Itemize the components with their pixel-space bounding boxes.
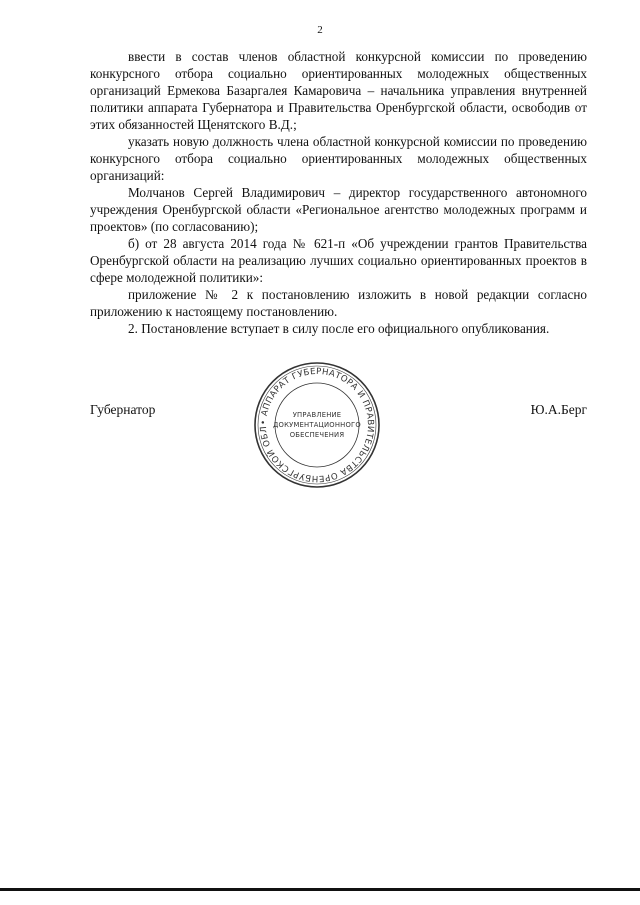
paragraph-appendix: приложение № 2 к постановлению изложить в новой редакции согласно приложению к настоящему постановлению.: [90, 287, 587, 319]
stamp-center-line-1: УПРАВЛЕНИЕ: [292, 411, 342, 419]
stamp-center-line-3: ОБЕСПЕЧЕНИЯ: [289, 431, 345, 439]
paragraph-molchanov: Молчанов Сергей Владимирович – директор государственного автономного учреждения Оренбургской области «Региональное агентство молодежных программ и проектов» (по согласованию);: [90, 185, 587, 234]
paragraph-commission-member: ввести в состав членов областной конкурсной комиссии по проведению конкурсного отбора социально ориентированных молодежных общественных организаций Ермекова Базаргалея Камаровича – начальника управления внутренней политики аппарата Губернатора и Правительства Оренбургской области, освободив от этих обязанностей Щенятского В.Д.;: [90, 49, 587, 132]
signatory-name: Ю.А.Берг: [530, 402, 587, 417]
paragraph-new-position: указать новую должность члена областной конкурсной комиссии по проведению конкурсного отбора социально ориентированных молодежных общественных организаций:: [90, 134, 587, 183]
signatory-title: Губернатор: [90, 402, 156, 417]
stamp-ring-text: • АППАРАТ ГУБЕРНАТОРА И ПРАВИТЕЛЬСТВА ОРЕНБУРГСКОЙ ОБЛ: [258, 366, 376, 484]
page-number: 2: [317, 24, 323, 36]
document-body: [90, 48, 587, 337]
bottom-rule: [0, 888, 640, 891]
paragraph-effective-date: 2. Постановление вступает в силу после его официального опубликования.: [128, 321, 550, 336]
official-stamp: [252, 360, 382, 490]
stamp-seal-icon: [252, 360, 382, 490]
stamp-center-line-2: ДОКУМЕНТАЦИОННОГО: [273, 421, 361, 429]
paragraph-resolution-b: б) от 28 августа 2014 года № 621-п «Об учреждении грантов Правительства Оренбургской области на реализацию лучших социально ориентированных проектов в сфере молодежной политики»:: [90, 236, 587, 285]
